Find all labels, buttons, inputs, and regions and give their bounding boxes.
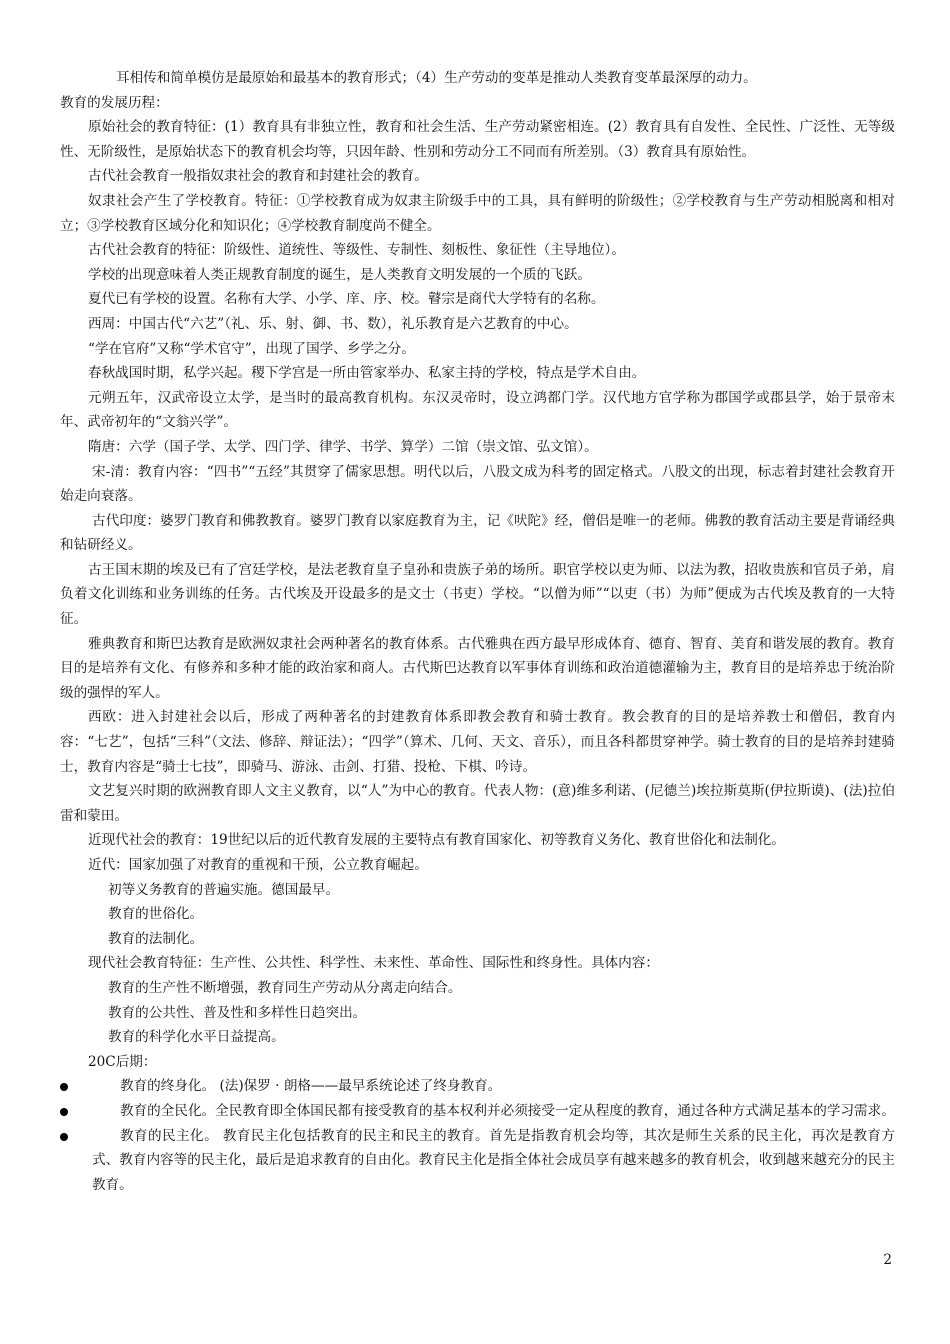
bullet-icon [60,1133,68,1141]
list-item-text: 教育的终身化。 (法)保罗 · 朗格——最早系统论述了终身教育。 [120,1078,502,1095]
paragraph: 隋唐：六学（国子学、太学、四门学、律学、书学、算学）二馆（崇文馆、弘文馆）。 [88,438,598,455]
bullet-icon [60,1108,68,1116]
paragraph: 教育的公共性、普及性和多样性日趋突出。 [108,1004,367,1021]
list-item [60,1124,895,1198]
paragraph: 西周：中国古代“六艺”（礼、乐、射、御、书、数），礼乐教育是六艺教育的中心。 [88,315,578,332]
paragraph: 原始社会的教育特征：(1）教育具有非独立性，教育和社会生活、生产劳动紧密相连。(2）教育具有自发性、全民性、广泛性、无等级性、无阶级性，是原始状态下的教育机会均等，只因年龄、性别和劳动分工不同而有所差别。（3）教育具有原始性。 [60,119,895,160]
page-content [60,66,895,1197]
paragraph: 教育的科学化水平日益提高。 [108,1029,285,1046]
paragraph: 学校的出现意味着人类正规教育制度的诞生，是人类教育文明发展的一个质的飞跃。 [88,266,591,283]
bullet-list [60,1074,895,1197]
paragraph: 古代印度：婆罗门教育和佛教教育。婆罗门教育以家庭教育为主，记《吠陀》经，僧侣是唯一的老师。佛教的教育活动主要是背诵经典和钻研经义。 [60,512,895,554]
paragraph: 古代社会教育的特征：阶级性、道统性、等级性、专制性、刻板性、象征性（主导地位）。 [88,242,625,259]
bullet-icon [60,1083,68,1091]
paragraph: 古代社会教育一般指奴隶社会的教育和封建社会的教育。 [88,168,428,185]
paragraph: 春秋战国时期，私学兴起。稷下学宫是一所由管家举办、私家主持的学校，特点是学术自由。 [88,365,646,382]
list-item-text: 教育的民主化。 教育民主化包括教育的民主和民主的教育。首先是指教育机会均等，其次是师生关系的民主化，再次是教育方式、教育内容等的民主化，最后是追求教育的自由化。教育民主化是指全体社会成员享有越来越多的教育机会，收到越来越充分的民主教育。 [92,1127,895,1193]
paragraph: 近现代社会的教育：19世纪以后的近代教育发展的主要特点有教育国家化、初等教育义务化、教育世俗化和法制化。 [88,832,785,849]
list-item [60,1074,895,1099]
paragraph: 文艺复兴时期的欧洲教育即人文主义教育，以“人”为中心的教育。代表人物：(意)维多利诺、(尼德兰)埃拉斯莫斯(伊拉斯谟)、(法)拉伯雷和蒙田。 [60,783,895,824]
paragraph: 西欧：进入封建社会以后，形成了两种著名的封建教育体系即教会教育和骑士教育。教会教育的目的是培养教士和僧侣，教育内容：“七艺”，包括“三科”（文法、修辞、辩证法）；“四学”（算术、几何、天文、音乐），而且各科都贯穿神学。骑士教育的目的是培养封建骑士，教育内容是“骑士七技”，即骑马、游泳、击剑、打猎、投枪、下棋、吟诗。 [60,709,895,775]
paragraph: 初等义务教育的普遍实施。德国最早。 [108,881,340,898]
paragraph: 雅典教育和斯巴达教育是欧洲奴隶社会两种著名的教育体系。古代雅典在西方最早形成体育、德育、智育、美育和谐发展的教育。教育目的是培养有文化、有修养和多种才能的政治家和商人。古代斯巴达教育以军事体育训练和政治道德灌输为主，教育目的是培养忠于统治阶级的强悍的军人。 [60,635,895,701]
section-heading: 教育的发展历程： [60,94,169,111]
paragraph: 夏代已有学校的设置。名称有大学、小学、庠、序、校。瞽宗是商代大学特有的名称。 [88,291,605,308]
paragraph: 教育的法制化。 [108,930,204,947]
paragraph: 教育的生产性不断增强，教育同生产劳动从分离走向结合。 [108,979,462,996]
paragraph: 耳相传和简单模仿是最原始和最基本的教育形式；（4）生产劳动的变革是推动人类教育变革最深厚的动力。 [116,70,757,86]
paragraph: 近代：国家加强了对教育的重视和干预，公立教育崛起。 [88,857,428,873]
paragraph: “学在官府”又称“学术官守”，出现了国学、乡学之分。 [88,340,415,357]
paragraph: 现代社会教育特征：生产性、公共性、科学性、未来性、革命性、国际性和终身性。具体内容： [88,955,659,972]
page-number: 2 [883,1252,892,1268]
paragraph: 奴隶社会产生了学校教育。特征：①学校教育成为奴隶主阶级手中的工具，具有鲜明的阶级性；②学校教育与生产劳动相脱离和相对立；③学校教育区域分化和知识化；④学校教育制度尚不健全。 [60,192,895,234]
paragraph: 宋-清：教育内容：“四书”“五经”其贯穿了儒家思想。明代以后，八股文成为科考的固定格式。八股文的出现，标志着封建社会教育开始走向衰落。 [60,463,895,505]
paragraph: 20C后期： [88,1053,157,1070]
paragraph: 古王国末期的埃及已有了宫廷学校，是法老教育皇子皇孙和贵族子弟的场所。职官学校以吏为师、以法为教，招收贵族和官员子弟，肩负着文化训练和业务训练的任务。古代埃及开设最多的是文士（书吏）学校。“以僧为师”“以吏（书）为师”便成为古代埃及教育的一大特征。 [60,561,895,628]
list-item-text: 教育的全民化。全民教育即全体国民都有接受教育的基本权利并必须接受一定从程度的教育，通过各种方式满足基本的学习需求。 [120,1102,895,1119]
list-item [60,1099,895,1124]
paragraph: 教育的世俗化。 [108,906,204,923]
paragraph: 元朔五年，汉武帝设立太学，是当时的最高教育机构。东汉灵帝时，设立鸿都门学。汉代地方官学称为郡国学或郡县学，始于景帝末年、武帝初年的“文翁兴学”。 [60,389,895,431]
